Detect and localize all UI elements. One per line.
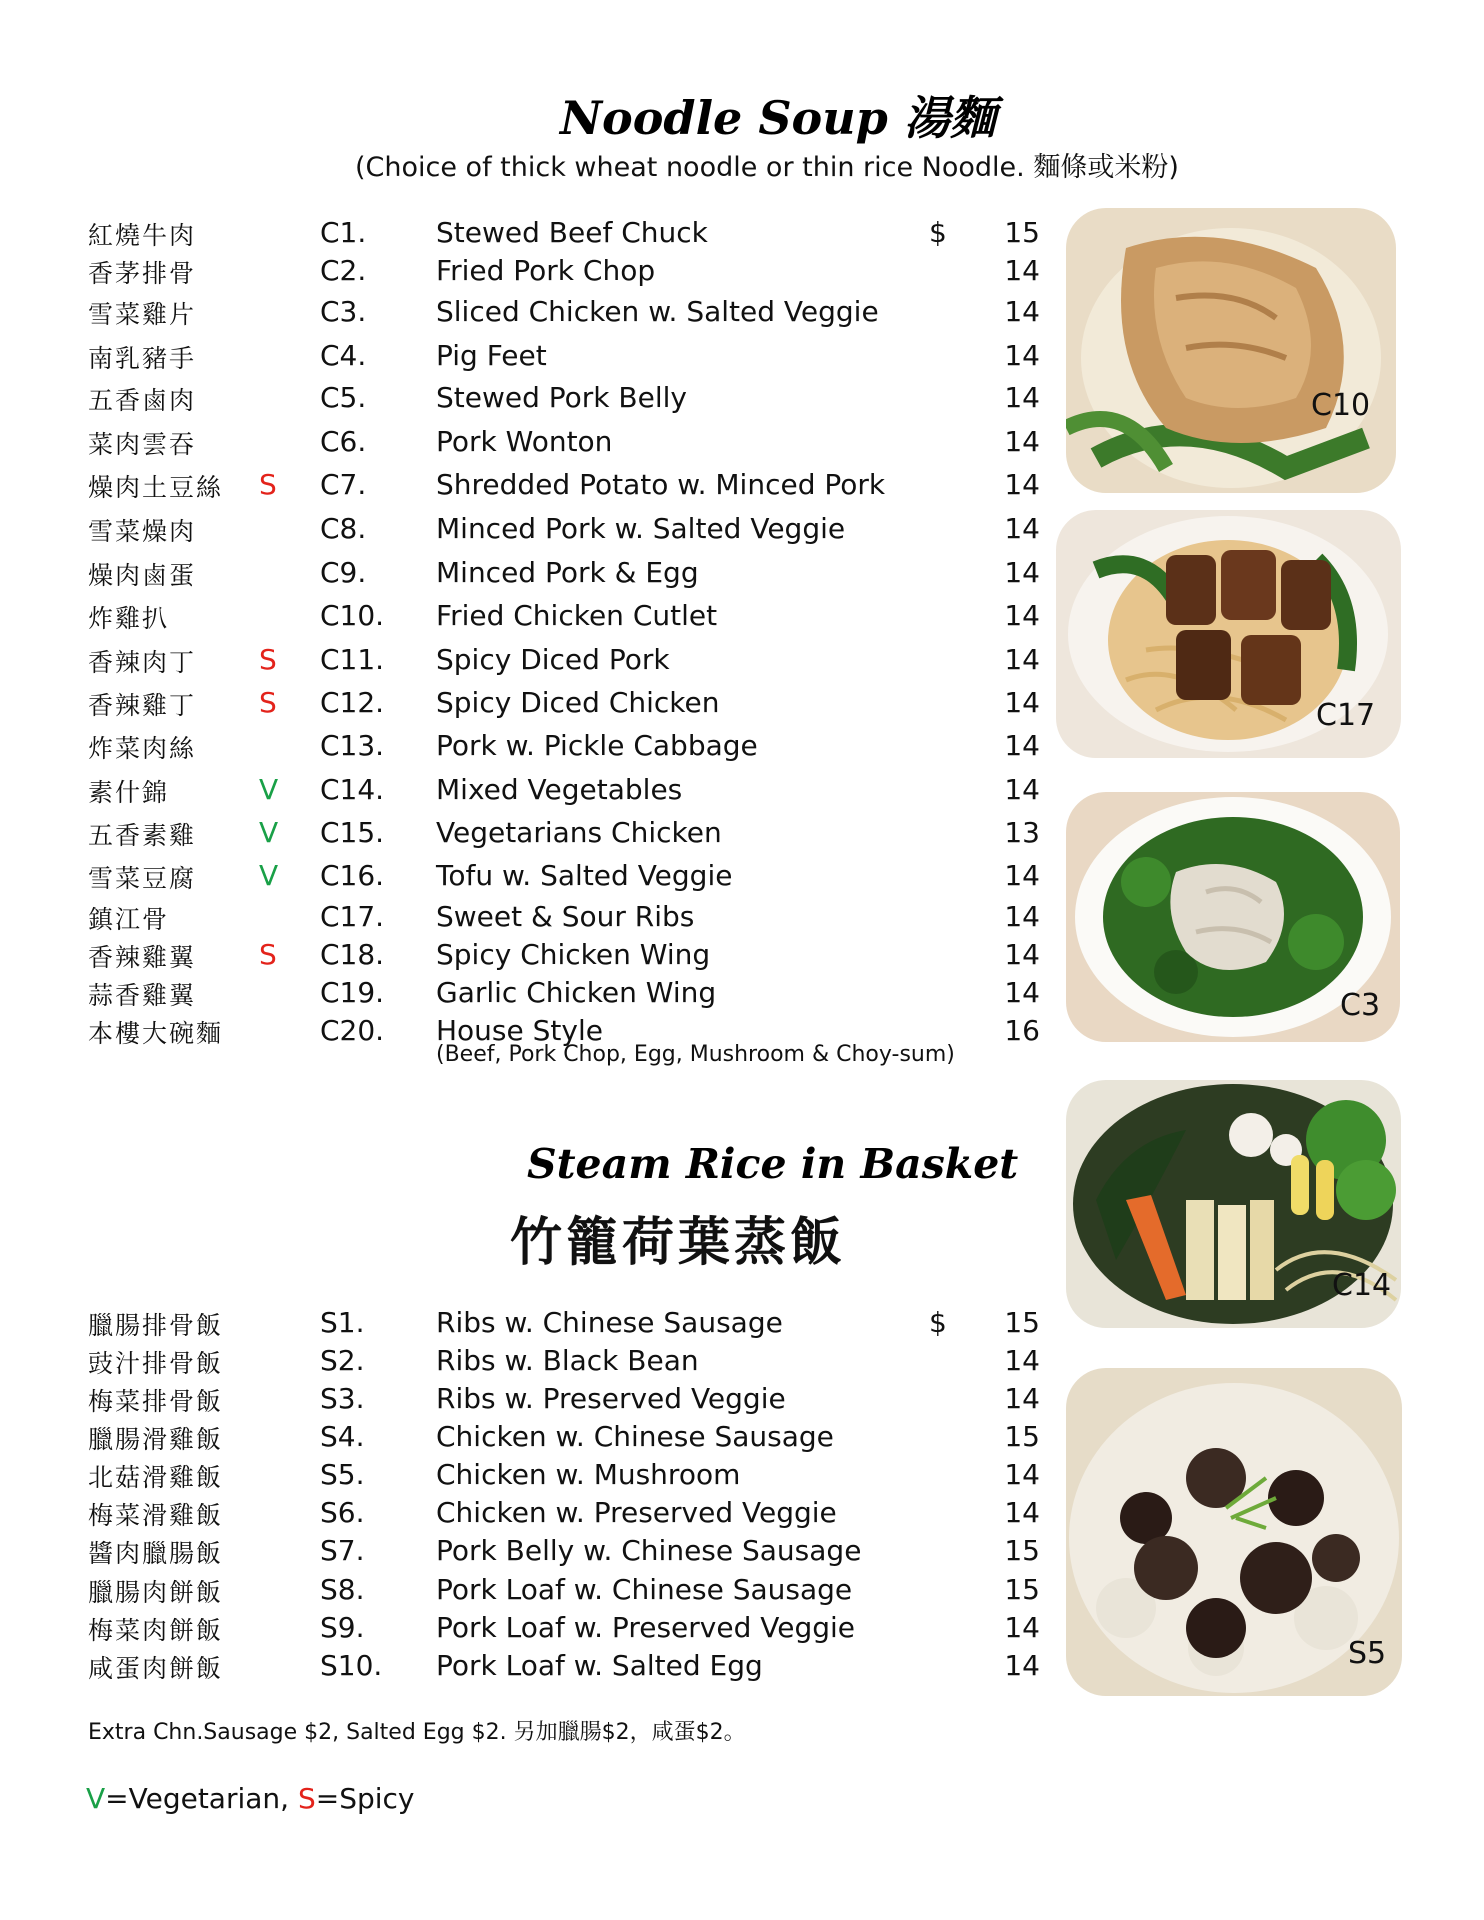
menu-item [0, 1306, 1040, 1344]
item-price: 14 [1004, 254, 1040, 287]
item-name: Stewed Pork Belly [436, 381, 687, 414]
item-chinese-name: 香茅排骨 [88, 259, 197, 288]
item-code: S9. [320, 1611, 365, 1644]
item-code: S8. [320, 1573, 365, 1606]
item-price: 14 [1004, 512, 1040, 545]
item-chinese-name: 素什錦 [88, 778, 170, 807]
menu-item [0, 1014, 1040, 1067]
menu-item [0, 216, 1040, 254]
item-code: C15. [320, 816, 385, 849]
item-code: C6. [320, 425, 367, 458]
item-code: C7. [320, 468, 367, 501]
legend-vegetarian-text: =Vegetarian, [105, 1782, 298, 1815]
item-name: Minced Pork & Egg [436, 556, 699, 589]
item-code: C9. [320, 556, 367, 589]
currency-symbol: $ [929, 1306, 947, 1339]
item-price: 14 [1004, 599, 1040, 632]
legend-spicy-text: =Spicy [315, 1782, 415, 1815]
steam-rice-title: Steam Rice in Basket [527, 1140, 1019, 1188]
item-name: Pork w. Pickle Cabbage [436, 729, 758, 762]
item-name: Sliced Chicken w. Salted Veggie [436, 295, 879, 328]
item-code: S1. [320, 1306, 365, 1339]
item-chinese-name: 梅菜滑雞飯 [88, 1501, 224, 1530]
legend-spicy-mark: S [297, 1782, 316, 1815]
item-code: C20. [320, 1014, 385, 1047]
item-price: 16 [1004, 1014, 1040, 1047]
menu-item [0, 599, 1040, 637]
item-chinese-name: 菜肉雲吞 [88, 430, 197, 459]
item-name: Spicy Diced Pork [436, 643, 670, 676]
spicy-mark: S [259, 468, 277, 501]
extra-note: Extra Chn.Sausage $2, Salted Egg $2. 另加臘腸$2，咸蛋$2。 [88, 1720, 746, 1745]
item-price: 14 [1004, 643, 1040, 676]
item-price: 14 [1004, 556, 1040, 589]
photo-label-c14: C14 [1332, 1268, 1392, 1303]
item-code: C17. [320, 900, 385, 933]
menu-item [0, 512, 1040, 550]
menu-item [0, 1344, 1040, 1382]
item-code: S10. [320, 1649, 383, 1682]
menu-item [0, 339, 1040, 377]
currency-symbol: $ [929, 216, 947, 249]
vegetarian-mark: V [259, 816, 279, 849]
item-chinese-name: 鎮江骨 [88, 905, 170, 934]
menu-item [0, 468, 1040, 506]
menu-item [0, 900, 1040, 938]
menu-item [0, 1420, 1040, 1458]
menu-item [0, 1611, 1040, 1649]
item-name: Mixed Vegetables [436, 773, 683, 806]
item-code: C3. [320, 295, 367, 328]
menu-item [0, 816, 1040, 854]
menu-item [0, 1534, 1040, 1572]
menu-item [0, 643, 1040, 681]
item-code: C8. [320, 512, 367, 545]
item-chinese-name: 臘腸滑雞飯 [88, 1425, 224, 1454]
item-code: C11. [320, 643, 385, 676]
vegetarian-mark: V [259, 773, 279, 806]
item-price: 14 [1004, 381, 1040, 414]
menu-item [0, 425, 1040, 463]
item-chinese-name: 五香素雞 [88, 821, 197, 850]
item-price: 15 [1004, 1534, 1040, 1567]
item-chinese-name: 香辣雞丁 [88, 691, 197, 720]
item-price: 13 [1004, 816, 1040, 849]
item-note: (Beef, Pork Chop, Egg, Mushroom & Choy-sum) [436, 1042, 955, 1067]
item-name: Shredded Potato w. Minced Pork [436, 468, 886, 501]
menu-item [0, 1458, 1040, 1496]
item-price: 15 [1004, 1420, 1040, 1453]
item-chinese-name: 雪菜雞片 [88, 300, 197, 329]
item-code: S5. [320, 1458, 365, 1491]
item-name: Ribs w. Preserved Veggie [436, 1382, 786, 1415]
spicy-mark: S [259, 686, 277, 719]
menu-item [0, 295, 1040, 333]
item-name: Pig Feet [436, 339, 547, 372]
item-chinese-name: 五香鹵肉 [88, 386, 197, 415]
item-price: 14 [1004, 1496, 1040, 1529]
item-code: C10. [320, 599, 385, 632]
item-chinese-name: 梅菜排骨飯 [88, 1387, 224, 1416]
item-name: Fried Chicken Cutlet [436, 599, 718, 632]
item-price: 15 [1004, 1573, 1040, 1606]
item-chinese-name: 香辣肉丁 [88, 648, 197, 677]
item-name: Pork Loaf w. Preserved Veggie [436, 1611, 856, 1644]
menu-item [0, 729, 1040, 767]
item-name: Spicy Diced Chicken [436, 686, 720, 719]
photo-label-c10: C10 [1311, 388, 1371, 423]
item-code: S6. [320, 1496, 365, 1529]
item-price: 14 [1004, 295, 1040, 328]
menu-item [0, 686, 1040, 724]
item-code: C5. [320, 381, 367, 414]
item-price: 14 [1004, 1344, 1040, 1377]
item-name: Pork Wonton [436, 425, 613, 458]
item-name: Chicken w. Chinese Sausage [436, 1420, 834, 1453]
item-price: 14 [1004, 468, 1040, 501]
noodle-soup-subtitle: (Choice of thick wheat noodle or thin rice Noodle. 麵條或米粉) [355, 152, 1179, 183]
item-name: Pork Loaf w. Chinese Sausage [436, 1573, 853, 1606]
item-code: C13. [320, 729, 385, 762]
item-chinese-name: 雪菜燥肉 [88, 517, 197, 546]
item-name: Spicy Chicken Wing [436, 938, 711, 971]
item-price: 14 [1004, 339, 1040, 372]
spicy-mark: S [259, 938, 277, 971]
item-chinese-name: 臘腸排骨飯 [88, 1311, 224, 1340]
legend-vegetarian-mark: V [86, 1782, 106, 1815]
menu-item [0, 938, 1040, 976]
item-code: C2. [320, 254, 367, 287]
item-name: House Style [436, 1014, 603, 1047]
steam-rice-title-chinese: 竹籠荷葉蒸飯 [510, 1212, 847, 1273]
item-name: Stewed Beef Chuck [436, 216, 708, 249]
menu-item [0, 773, 1040, 811]
legend [86, 1782, 415, 1815]
item-name: Ribs w. Chinese Sausage [436, 1306, 783, 1339]
item-code: C4. [320, 339, 367, 372]
item-chinese-name: 南乳豬手 [88, 344, 197, 373]
item-price: 14 [1004, 425, 1040, 458]
item-chinese-name: 醬肉臘腸飯 [88, 1539, 224, 1568]
item-price: 15 [1004, 1306, 1040, 1339]
item-code: C12. [320, 686, 385, 719]
item-name: Garlic Chicken Wing [436, 976, 717, 1009]
item-price: 14 [1004, 1382, 1040, 1415]
item-price: 14 [1004, 938, 1040, 971]
item-price: 14 [1004, 729, 1040, 762]
item-chinese-name: 本樓大碗麵 [88, 1019, 224, 1048]
item-chinese-name: 炸雞扒 [88, 604, 170, 633]
menu-item [0, 1382, 1040, 1420]
item-chinese-name: 豉汁排骨飯 [88, 1349, 224, 1378]
fried-chicken-cutlet-photo [1066, 208, 1396, 493]
item-name: Vegetarians Chicken [436, 816, 722, 849]
item-code: C14. [320, 773, 385, 806]
item-name: Minced Pork w. Salted Veggie [436, 512, 846, 545]
item-code: S2. [320, 1344, 365, 1377]
item-price: 15 [1004, 216, 1040, 249]
menu-item [0, 254, 1040, 292]
item-price: 14 [1004, 976, 1040, 1009]
item-price: 14 [1004, 1611, 1040, 1644]
item-code: C18. [320, 938, 385, 971]
item-price: 14 [1004, 859, 1040, 892]
item-name: Fried Pork Chop [436, 254, 656, 287]
vegetarian-mark: V [259, 859, 279, 892]
item-chinese-name: 燥肉土豆絲 [88, 473, 224, 502]
item-price: 14 [1004, 1458, 1040, 1491]
menu-item [0, 1573, 1040, 1611]
menu-item [0, 1496, 1040, 1534]
item-code: C19. [320, 976, 385, 1009]
menu-item [0, 556, 1040, 594]
item-chinese-name: 梅菜肉餅飯 [88, 1616, 224, 1645]
noodle-soup-title: Noodle Soup 湯麵 [560, 91, 996, 145]
item-name: Pork Loaf w. Salted Egg [436, 1649, 763, 1682]
item-chinese-name: 雪菜豆腐 [88, 864, 197, 893]
photo-label-c3: C3 [1340, 988, 1381, 1023]
item-price: 14 [1004, 1649, 1040, 1682]
item-code: S7. [320, 1534, 365, 1567]
item-price: 14 [1004, 773, 1040, 806]
photo-label-c17: C17 [1316, 698, 1376, 733]
item-name: Chicken w. Mushroom [436, 1458, 741, 1491]
menu-item [0, 1649, 1040, 1687]
item-chinese-name: 蒜香雞翼 [88, 981, 197, 1010]
menu-item [0, 381, 1040, 419]
item-chinese-name: 咸蛋肉餅飯 [88, 1654, 224, 1683]
item-name: Chicken w. Preserved Veggie [436, 1496, 837, 1529]
item-code: C1. [320, 216, 367, 249]
item-chinese-name: 紅燒牛肉 [88, 221, 197, 250]
item-chinese-name: 炸菜肉絲 [88, 734, 197, 763]
item-price: 14 [1004, 900, 1040, 933]
item-chinese-name: 北菇滑雞飯 [88, 1463, 224, 1492]
item-chinese-name: 燥肉鹵蛋 [88, 561, 197, 590]
item-code: S3. [320, 1382, 365, 1415]
item-chinese-name: 香辣雞翼 [88, 943, 197, 972]
menu-item [0, 976, 1040, 1014]
item-name: Pork Belly w. Chinese Sausage [436, 1534, 862, 1567]
item-name: Sweet & Sour Ribs [436, 900, 695, 933]
item-price: 14 [1004, 686, 1040, 719]
item-name: Ribs w. Black Bean [436, 1344, 699, 1377]
photo-label-s5: S5 [1348, 1636, 1387, 1671]
item-name: Tofu w. Salted Veggie [436, 859, 733, 892]
menu-item [0, 859, 1040, 897]
item-code: C16. [320, 859, 385, 892]
item-chinese-name: 臘腸肉餅飯 [88, 1578, 224, 1607]
spicy-mark: S [259, 643, 277, 676]
item-code: S4. [320, 1420, 365, 1453]
